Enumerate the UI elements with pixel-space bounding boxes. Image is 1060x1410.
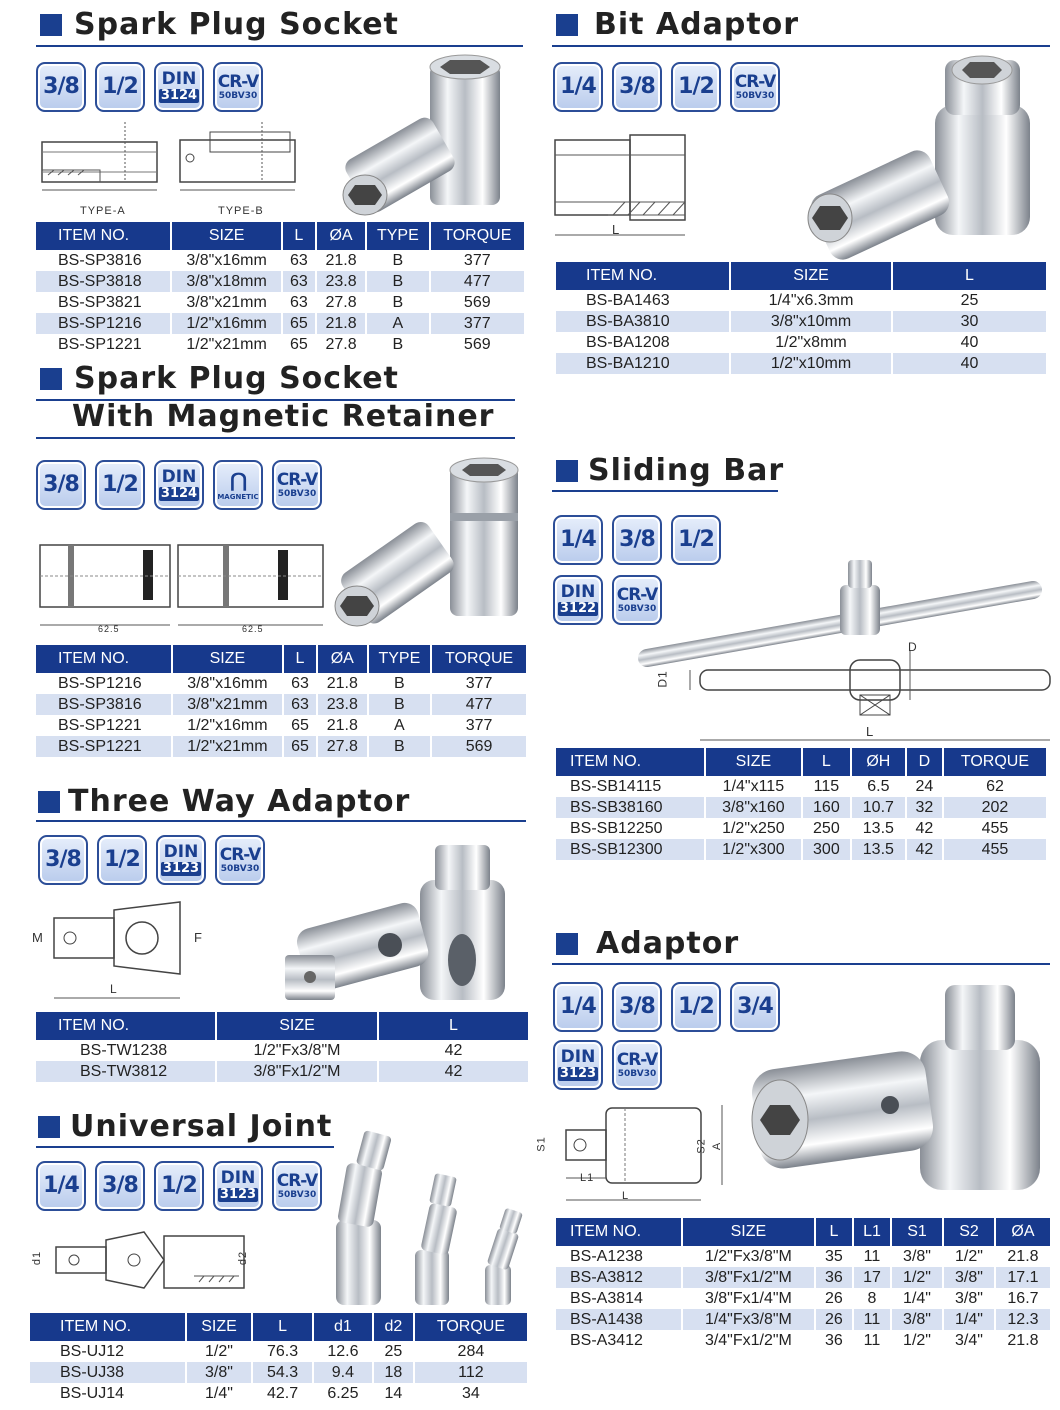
col-header: S2	[943, 1218, 995, 1246]
din-badge: DIN 3124	[154, 62, 204, 112]
table-row: BS-UJ12 1/2" 76.3 12.6 25 284	[30, 1341, 527, 1362]
title-rule	[36, 45, 523, 47]
universal-section-heading	[38, 1108, 332, 1146]
table-row: BS-A3814 3/8"Fx1/4"M 26 8 1/4" 3/8" 16.7	[556, 1288, 1050, 1309]
sliding-title: Sliding Bar	[588, 453, 785, 488]
table-row: BS-BA1463 1/4"x6.3mm 25	[556, 290, 1046, 311]
size-badge: 3/8	[612, 515, 662, 565]
size-badge: 1/4	[553, 982, 603, 1032]
table-row: BS-TW1238 1/2"Fx3/8"M 42	[36, 1040, 528, 1061]
table-row: BS-SB12250 1/2"x250 250 13.5 42 455	[556, 818, 1046, 839]
spark-badges	[36, 62, 263, 112]
bit-drawing	[553, 130, 688, 240]
magnetic-section-heading	[40, 360, 399, 398]
bit-section-heading	[556, 6, 799, 44]
label-l: L	[622, 1190, 630, 1202]
label-l: L	[612, 222, 621, 237]
col-header: L	[282, 222, 316, 250]
table-row: BS-BA3810 3/8"x10mm 30	[556, 311, 1046, 332]
crv-badge: CR-V 50BV30	[272, 1161, 322, 1211]
col-header: ITEM NO.	[556, 262, 730, 290]
adaptor-badges-row2	[553, 1040, 662, 1090]
adaptor-drawing	[550, 1100, 730, 1210]
universal-joint-photo	[320, 1125, 535, 1310]
crv-badge: CR-V 50BV30	[213, 62, 263, 112]
col-header: SIZE	[172, 645, 283, 673]
size-badge: 3/4	[730, 982, 780, 1032]
spark-drawing	[40, 120, 310, 200]
col-header: TORQUE	[943, 748, 1046, 776]
col-header: ITEM NO.	[556, 1218, 682, 1246]
title-rule	[552, 45, 1050, 47]
table-row: BS-A1238 1/2"Fx3/8"M 35 11 3/8" 1/2" 21.8	[556, 1246, 1050, 1267]
col-header: TYPE	[366, 222, 429, 250]
adaptor-photo	[745, 980, 1050, 1200]
adaptor-title: Adaptor	[596, 926, 740, 961]
spark-title: Spark Plug Socket	[74, 7, 399, 42]
col-header: d1	[313, 1313, 373, 1341]
section-square-icon	[556, 933, 578, 955]
label-d2: d2	[237, 1250, 250, 1266]
size-badge: 3/8	[36, 460, 86, 510]
size-badge: 1/4	[553, 515, 603, 565]
col-header: L	[378, 1012, 528, 1040]
col-header: TORQUE	[430, 222, 524, 250]
title-rule	[36, 1146, 334, 1148]
col-header: ITEM NO.	[36, 645, 172, 673]
col-header: ITEM NO.	[556, 748, 705, 776]
col-header: SIZE	[171, 222, 282, 250]
col-header: L	[802, 748, 851, 776]
din-badge: DIN 3124	[154, 460, 204, 510]
table-row: BS-SP1221 1/2"x21mm 65 27.8 B 569	[36, 334, 524, 355]
table-row: BS-BA1208 1/2"x8mm 40	[556, 332, 1046, 353]
section-square-icon	[556, 460, 578, 482]
col-header: SIZE	[186, 1313, 253, 1341]
label-a: A	[711, 1141, 724, 1151]
din-badge: DIN 3123	[213, 1161, 263, 1211]
magnetic-table	[36, 645, 526, 757]
section-square-icon	[40, 14, 62, 36]
col-header: L	[252, 1313, 312, 1341]
three-way-title: Three Way Adaptor	[68, 784, 411, 819]
size-badge: 1/2	[95, 62, 145, 112]
title-rule	[552, 963, 1050, 965]
adaptor-table	[556, 1218, 1050, 1351]
table-row: BS-TW3812 3/8"Fx1/2"M 42	[36, 1061, 528, 1082]
table-row: BS-A1438 1/4"Fx3/8"M 26 11 3/8" 1/4" 12.3	[556, 1309, 1050, 1330]
label-s2: S2	[695, 1138, 708, 1154]
label-l: L	[866, 724, 875, 739]
col-header: d2	[373, 1313, 414, 1341]
col-header: TORQUE	[431, 645, 526, 673]
title-rule	[36, 437, 515, 439]
col-header: L	[815, 1218, 853, 1246]
crv-badge: CR-V 50BV30	[612, 575, 662, 625]
sliding-section-heading	[556, 452, 784, 490]
col-header: ITEM NO.	[36, 222, 171, 250]
table-row: BS-SP3816 3/8"x16mm 63 21.8 B 377	[36, 250, 524, 271]
universal-table	[30, 1313, 527, 1404]
table-row: BS-SP1221 1/2"x16mm 65 21.8 A 377	[36, 715, 526, 736]
table-row: BS-SB38160 3/8"x160 160 10.7 32 202	[556, 797, 1046, 818]
table-row: BS-A3412 3/4"Fx1/2"M 36 11 1/2" 3/4" 21.8	[556, 1330, 1050, 1351]
col-header: D	[906, 748, 943, 776]
adaptor-section-heading	[556, 925, 739, 963]
table-row: BS-SB12300 1/2"x300 300 13.5 42 455	[556, 839, 1046, 860]
size-badge: 3/8	[612, 982, 662, 1032]
three-way-photo	[280, 830, 520, 1010]
size-badge: 1/4	[36, 1161, 86, 1211]
section-square-icon	[40, 368, 62, 390]
bit-title: Bit Adaptor	[594, 7, 800, 42]
table-row: BS-SP1216 1/2"x16mm 65 21.8 A 377	[36, 313, 524, 334]
label-l: L	[110, 982, 118, 996]
col-header: SIZE	[216, 1012, 378, 1040]
table-row: BS-SP1221 1/2"x21mm 65 27.8 B 569	[36, 736, 526, 757]
magnetic-title-line2: With Magnetic Retainer	[72, 399, 495, 434]
col-header: SIZE	[730, 262, 892, 290]
crv-badge: CR-V 50BV30	[215, 835, 265, 885]
title-rule	[552, 490, 778, 492]
crv-badge: CR-V 50BV30	[272, 460, 322, 510]
magnetic-drawing	[38, 520, 328, 635]
title-rule	[36, 820, 526, 822]
crv-badge: CR-V 50BV30	[730, 62, 780, 112]
col-header: L	[892, 262, 1046, 290]
col-header: SIZE	[682, 1218, 815, 1246]
table-row: BS-UJ14 1/4" 42.7 6.25 14 34	[30, 1383, 527, 1404]
label-s1: S1	[535, 1136, 548, 1152]
table-row: BS-SP3821 3/8"x21mm 63 27.8 B 569	[36, 292, 524, 313]
universal-title: Universal Joint	[70, 1109, 333, 1144]
label-d1: d1	[31, 1250, 44, 1266]
bit-adaptor-photo	[800, 50, 1040, 250]
three-way-section-heading	[38, 783, 410, 821]
three-way-table	[36, 1012, 528, 1082]
table-row: BS-SP1216 3/8"x16mm 63 21.8 B 377	[36, 673, 526, 694]
table-row: BS-UJ38 3/8" 54.3 9.4 18 112	[30, 1362, 527, 1383]
table-row: BS-SB14115 1/4"x115 115 6.5 24 62	[556, 776, 1046, 797]
table-row: BS-A3812 3/8"Fx1/2"M 36 17 1/2" 3/8" 17.1	[556, 1267, 1050, 1288]
col-header: TYPE	[368, 645, 432, 673]
size-badge: 1/2	[671, 62, 721, 112]
label-d: D	[908, 640, 918, 654]
three-way-drawing	[30, 890, 230, 1005]
spark-table	[36, 222, 524, 355]
din-badge: DIN 3123	[156, 835, 206, 885]
col-header: ØA	[316, 222, 366, 250]
col-header: ØH	[851, 748, 906, 776]
section-square-icon	[38, 1116, 60, 1138]
magnetic-badges	[36, 460, 322, 510]
col-header: SIZE	[705, 748, 802, 776]
spark-socket-photo	[330, 55, 510, 215]
size-badge: 1/2	[97, 835, 147, 885]
label-m: M	[32, 930, 44, 945]
size-badge: 1/4	[553, 62, 603, 112]
col-header: ITEM NO.	[36, 1012, 216, 1040]
universal-badges	[36, 1161, 322, 1211]
magnet-icon: ⋂	[230, 468, 246, 492]
type-b-label: TYPE-B	[218, 205, 264, 217]
three-way-badges	[38, 835, 265, 885]
col-header: ØA	[995, 1218, 1050, 1246]
table-row: BS-SP3816 3/8"x21mm 63 23.8 B 477	[36, 694, 526, 715]
label-l1: L1	[580, 1172, 595, 1184]
section-square-icon	[38, 791, 60, 813]
bit-badges	[553, 62, 780, 112]
crv-badge: CR-V 50BV30	[612, 1040, 662, 1090]
col-header: ITEM NO.	[30, 1313, 186, 1341]
sliding-table	[556, 748, 1046, 860]
col-header: S1	[891, 1218, 943, 1246]
spark-section-heading	[40, 6, 399, 44]
dim-label: 62.5	[98, 624, 120, 634]
col-header: ØA	[317, 645, 368, 673]
size-badge: 3/8	[38, 835, 88, 885]
dim-label: 62.5	[242, 624, 264, 634]
bit-table	[556, 262, 1046, 374]
magnetic-socket-photo	[325, 458, 525, 638]
magnet-badge: ⋂ MAGNETIC	[213, 460, 263, 510]
sliding-drawing	[660, 640, 1055, 750]
table-row: BS-BA1210 1/2"x10mm 40	[556, 353, 1046, 374]
col-header: L	[283, 645, 317, 673]
magnetic-title-line1: Spark Plug Socket	[74, 361, 399, 396]
label-d1: D1	[655, 670, 670, 688]
din-badge: DIN 3123	[553, 1040, 603, 1090]
size-badge: 3/8	[95, 1161, 145, 1211]
section-square-icon	[556, 14, 578, 36]
size-badge: 3/8	[612, 62, 662, 112]
size-badge: 1/2	[671, 515, 721, 565]
table-row: BS-SP3818 3/8"x18mm 63 23.8 B 477	[36, 271, 524, 292]
type-a-label: TYPE-A	[80, 205, 126, 217]
size-badge: 1/2	[154, 1161, 204, 1211]
label-f: F	[194, 930, 203, 945]
din-badge: DIN 3122	[553, 575, 603, 625]
col-header: TORQUE	[414, 1313, 527, 1341]
size-badge: 1/2	[95, 460, 145, 510]
col-header: L1	[853, 1218, 891, 1246]
size-badge: 3/8	[36, 62, 86, 112]
size-badge: 1/2	[671, 982, 721, 1032]
